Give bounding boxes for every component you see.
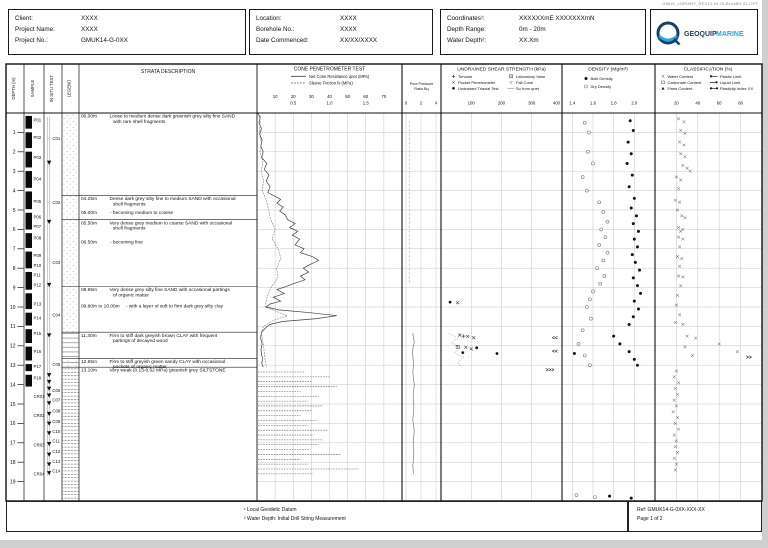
svg-text:P09: P09 <box>33 253 42 259</box>
svg-text:pockets of organic matter: pockets of organic matter <box>113 365 167 371</box>
svg-text:Plasticity Index XX: Plasticity Index XX <box>720 86 754 91</box>
svg-text:C08: C08 <box>52 408 61 414</box>
date-commenced-value: XX/XX/XXXX <box>340 37 378 44</box>
svg-text:P11: P11 <box>33 272 41 278</box>
svg-text:<<: << <box>552 349 558 356</box>
svg-text:06.50m: 06.50m <box>81 240 97 246</box>
svg-text:P06: P06 <box>33 214 42 220</box>
svg-text:11: 11 <box>10 324 16 331</box>
svg-text:Pocket Penetrometer: Pocket Penetrometer <box>458 80 496 85</box>
svg-text:2.0: 2.0 <box>631 100 638 106</box>
svg-text:P03: P03 <box>33 155 42 161</box>
logo-text-geoquip: GEOQUIP <box>684 30 717 38</box>
svg-text:- becoming fine: - becoming fine <box>110 240 143 246</box>
svg-text:CR04: CR04 <box>33 471 45 477</box>
svg-text:Plastic Limit: Plastic Limit <box>720 74 742 79</box>
borehole-no-label: Borehole No.: <box>256 26 295 33</box>
depth-range-label: Depth Range: <box>447 26 486 33</box>
footer-ref-box <box>628 501 762 532</box>
page-number: Page 1 of 2 <box>637 516 663 522</box>
water-depth-label: Water Depth²: <box>447 37 486 44</box>
svg-text:100: 100 <box>467 100 475 106</box>
borehole-no-value: XXXX <box>340 26 357 33</box>
svg-text:Firm to stiff dark greyish bro: Firm to stiff dark greyish brown CLAY with frequent <box>109 333 218 339</box>
svg-text:C05: C05 <box>52 361 61 367</box>
svg-text:P12: P12 <box>33 282 42 288</box>
svg-text:C09: C09 <box>52 419 61 425</box>
svg-text:UNDRAINED SHEAR STRENGTH (kPa): UNDRAINED SHEAR STRENGTH (kPa) <box>457 67 546 73</box>
svg-text:4: 4 <box>12 188 16 195</box>
date-commenced-label: Date Commenced: <box>256 37 309 44</box>
svg-text:300: 300 <box>528 100 536 106</box>
svg-text:Bulk Density: Bulk Density <box>590 76 613 81</box>
location-value: XXXX <box>340 15 357 22</box>
svg-text:30: 30 <box>308 94 314 99</box>
svg-text:Net Cone Resistance qnet (MPa): Net Cone Resistance qnet (MPa) <box>309 74 370 79</box>
svg-text:17: 17 <box>9 440 16 447</box>
svg-text:C06: C06 <box>52 388 61 394</box>
svg-text:Su from qnet: Su from qnet <box>516 86 539 91</box>
svg-text:P10: P10 <box>33 262 42 268</box>
svg-text:with rare shell fragments: with rare shell fragments <box>113 119 166 125</box>
svg-text:Sleeve Friction fs (MPa): Sleeve Friction fs (MPa) <box>309 80 353 86</box>
svg-text:09.80m to 10.00m: 09.80m to 10.00m <box>81 304 120 310</box>
svg-text:CONE PENETROMETER TEST: CONE PENETROMETER TEST <box>293 66 366 73</box>
svg-text:P16: P16 <box>33 349 42 355</box>
svg-text:70: 70 <box>381 94 387 99</box>
project-no-value: GMUK14-G-0XX <box>81 37 128 44</box>
svg-text:60: 60 <box>363 94 369 99</box>
svg-text:C02: C02 <box>52 199 61 205</box>
footnote-water-depth: ² Water Depth: Initial Drill String Measurement <box>244 516 346 522</box>
svg-text:DEPTH (m): DEPTH (m) <box>11 77 16 100</box>
project-no-label: Project No.: <box>15 37 48 44</box>
svg-text:05.00m: 05.00m <box>81 211 97 217</box>
svg-text:04.25m: 04.25m <box>81 197 97 203</box>
footer-notes-box <box>6 501 628 532</box>
svg-text:16: 16 <box>9 421 16 428</box>
svg-text:CR03: CR03 <box>33 442 45 448</box>
svg-text:200: 200 <box>497 100 506 106</box>
svg-text:- with a layer of soft to firm: - with a layer of soft to firm dark grey silty clay <box>126 304 224 310</box>
svg-text:DENSITY (Mg/m³): DENSITY (Mg/m³) <box>588 67 628 73</box>
svg-text:C11: C11 <box>52 438 60 444</box>
svg-text:P07: P07 <box>33 224 42 230</box>
svg-text:6: 6 <box>12 227 16 234</box>
svg-text:Dry Density: Dry Density <box>590 84 612 89</box>
svg-text:P17: P17 <box>33 363 42 369</box>
client-value: XXXX <box>81 15 98 22</box>
svg-text:>>>: >>> <box>545 367 555 374</box>
svg-text:P04: P04 <box>33 176 42 182</box>
svg-text:Torvane: Torvane <box>458 74 473 79</box>
svg-text:1: 1 <box>12 130 16 137</box>
coordinates-label: Coordinates¹: <box>447 15 485 22</box>
coordinates-value: XXXXXXmE XXXXXXXmN <box>519 15 595 22</box>
svg-text:2: 2 <box>419 100 423 106</box>
svg-text:STRATA DESCRIPTION: STRATA DESCRIPTION <box>140 69 196 75</box>
footnote-datum: ¹ Local Geodetic Datum <box>244 507 297 513</box>
svg-text:Very weak (0.13-0.52 MPa) gree: Very weak (0.13-0.52 MPa) greenish grey SILTSTONE <box>109 368 226 374</box>
svg-text:1.5: 1.5 <box>362 100 369 106</box>
svg-text:C07: C07 <box>52 397 61 403</box>
svg-text:1.4: 1.4 <box>569 100 576 106</box>
document-ref: Ref: GMUK14-G-0XX-XXX-XX <box>637 507 705 513</box>
library-reference-text: GMUK_LIBRARY_REV13-04-GLBLxyBH-01-CPT <box>662 1 758 6</box>
svg-text:40: 40 <box>327 94 332 99</box>
svg-text:400: 400 <box>552 100 561 106</box>
client-label: Client: <box>15 15 33 22</box>
svg-text:LEGEND: LEGEND <box>66 79 72 98</box>
svg-text:P14: P14 <box>33 315 42 321</box>
svg-text:P18: P18 <box>33 375 42 381</box>
svg-text:12.65m: 12.65m <box>81 360 97 366</box>
svg-text:2: 2 <box>12 149 16 156</box>
svg-text:11.30m: 11.30m <box>81 333 97 339</box>
svg-text:shell fragments: shell fragments <box>113 226 146 232</box>
svg-text:P01: P01 <box>33 117 42 123</box>
svg-text:CR02: CR02 <box>33 413 45 419</box>
svg-text:▽: ▽ <box>509 79 513 85</box>
svg-text:C13: C13 <box>52 458 61 464</box>
svg-text:partings of decayed wood: partings of decayed wood <box>113 339 168 345</box>
svg-text:Very dense grey silty fine SAN: Very dense grey silty fine SAND with occasional partings <box>109 288 230 294</box>
svg-text:Very dense grey medium to coar: Very dense grey medium to coarse SAND with occasional <box>109 221 233 227</box>
svg-text:shell fragments: shell fragments <box>113 202 146 208</box>
svg-text:60: 60 <box>716 100 722 106</box>
svg-text:<<: << <box>552 335 558 342</box>
svg-text:Firm to stiff greyish green sa: Firm to stiff greyish green sandy CLAY with occasional <box>109 360 225 366</box>
svg-text:Liquid Limit: Liquid Limit <box>720 80 741 85</box>
svg-text:C03: C03 <box>52 259 61 265</box>
svg-text:1.0: 1.0 <box>326 100 333 106</box>
svg-text:C01: C01 <box>52 135 61 141</box>
svg-text:Water Content: Water Content <box>667 74 694 79</box>
svg-text:0.5: 0.5 <box>290 100 297 106</box>
location-label: Location: <box>256 15 282 22</box>
water-depth-value: XX.Xm <box>519 37 539 44</box>
svg-text:P05: P05 <box>33 198 42 204</box>
depth-range-value: 0m - 20m <box>519 26 546 33</box>
svg-text:80: 80 <box>738 100 743 106</box>
svg-text:7: 7 <box>12 246 16 253</box>
svg-text:19: 19 <box>9 479 16 486</box>
svg-text:Fines Content: Fines Content <box>667 86 693 91</box>
svg-text:20: 20 <box>290 94 296 99</box>
legend-column <box>63 113 79 501</box>
svg-text:14: 14 <box>9 382 16 389</box>
svg-text:C12: C12 <box>52 449 61 455</box>
svg-text:CR01: CR01 <box>33 393 45 399</box>
svg-text:9: 9 <box>12 285 16 292</box>
svg-text:Undrained Triaxial Test: Undrained Triaxial Test <box>458 86 499 91</box>
svg-text:1.6: 1.6 <box>590 100 596 106</box>
svg-text:50: 50 <box>345 94 351 99</box>
svg-text:P13: P13 <box>33 301 42 307</box>
svg-text:10: 10 <box>9 304 16 311</box>
svg-text:12: 12 <box>9 343 16 350</box>
svg-text:5: 5 <box>12 207 16 214</box>
svg-text:Carbonate Content: Carbonate Content <box>667 80 702 85</box>
svg-text:C04: C04 <box>52 312 61 318</box>
project-name-label: Project Name: <box>15 26 55 33</box>
svg-text:10: 10 <box>272 94 278 99</box>
svg-text:00.00m: 00.00m <box>81 114 97 120</box>
svg-text:13: 13 <box>9 363 16 369</box>
chart-grids <box>257 113 762 501</box>
svg-text:13.10m: 13.10m <box>81 368 97 374</box>
svg-text:SAMPLE: SAMPLE <box>30 79 35 98</box>
project-name-value: XXXX <box>81 26 98 33</box>
svg-text:3: 3 <box>12 169 16 175</box>
svg-text:Pore Pressure: Pore Pressure <box>409 82 434 86</box>
svg-text:Fall Cone: Fall Cone <box>516 80 534 85</box>
svg-text:Loose to medium dense dark gre: Loose to medium dense dark greenish grey silty fine SAND <box>109 114 236 120</box>
svg-text:P02: P02 <box>33 134 42 140</box>
svg-text:Laboratory Vane: Laboratory Vane <box>516 74 546 79</box>
svg-text:Dense dark grey silty fine to: Dense dark grey silty fine to medium SAND with occasional <box>109 197 236 203</box>
logo-text-marine: MARINE <box>716 30 744 38</box>
svg-text:40: 40 <box>695 100 701 106</box>
svg-text:of organic matter: of organic matter <box>113 293 149 299</box>
svg-text:IN SITU TEST: IN SITU TEST <box>49 74 54 103</box>
svg-text:0: 0 <box>404 100 408 106</box>
svg-text:4: 4 <box>434 100 438 106</box>
svg-text:P08: P08 <box>33 235 42 241</box>
svg-text:08.95m: 08.95m <box>81 288 97 294</box>
svg-text:20: 20 <box>674 100 679 106</box>
svg-text:8: 8 <box>12 266 16 272</box>
svg-text:C10: C10 <box>52 428 61 434</box>
svg-text:15: 15 <box>9 401 16 408</box>
svg-text:18: 18 <box>9 460 16 466</box>
svg-text:>>: >> <box>746 355 752 362</box>
svg-text:C14: C14 <box>52 468 61 474</box>
svg-text:P15: P15 <box>33 330 42 336</box>
svg-text:1.8: 1.8 <box>610 100 617 106</box>
svg-text:- becoming medium to coarse: - becoming medium to coarse <box>110 211 174 217</box>
svg-text:05.50m: 05.50m <box>81 221 97 227</box>
svg-text:CLASSIFICATION (%): CLASSIFICATION (%) <box>683 67 733 73</box>
svg-text:Ratio Bq: Ratio Bq <box>414 86 429 91</box>
